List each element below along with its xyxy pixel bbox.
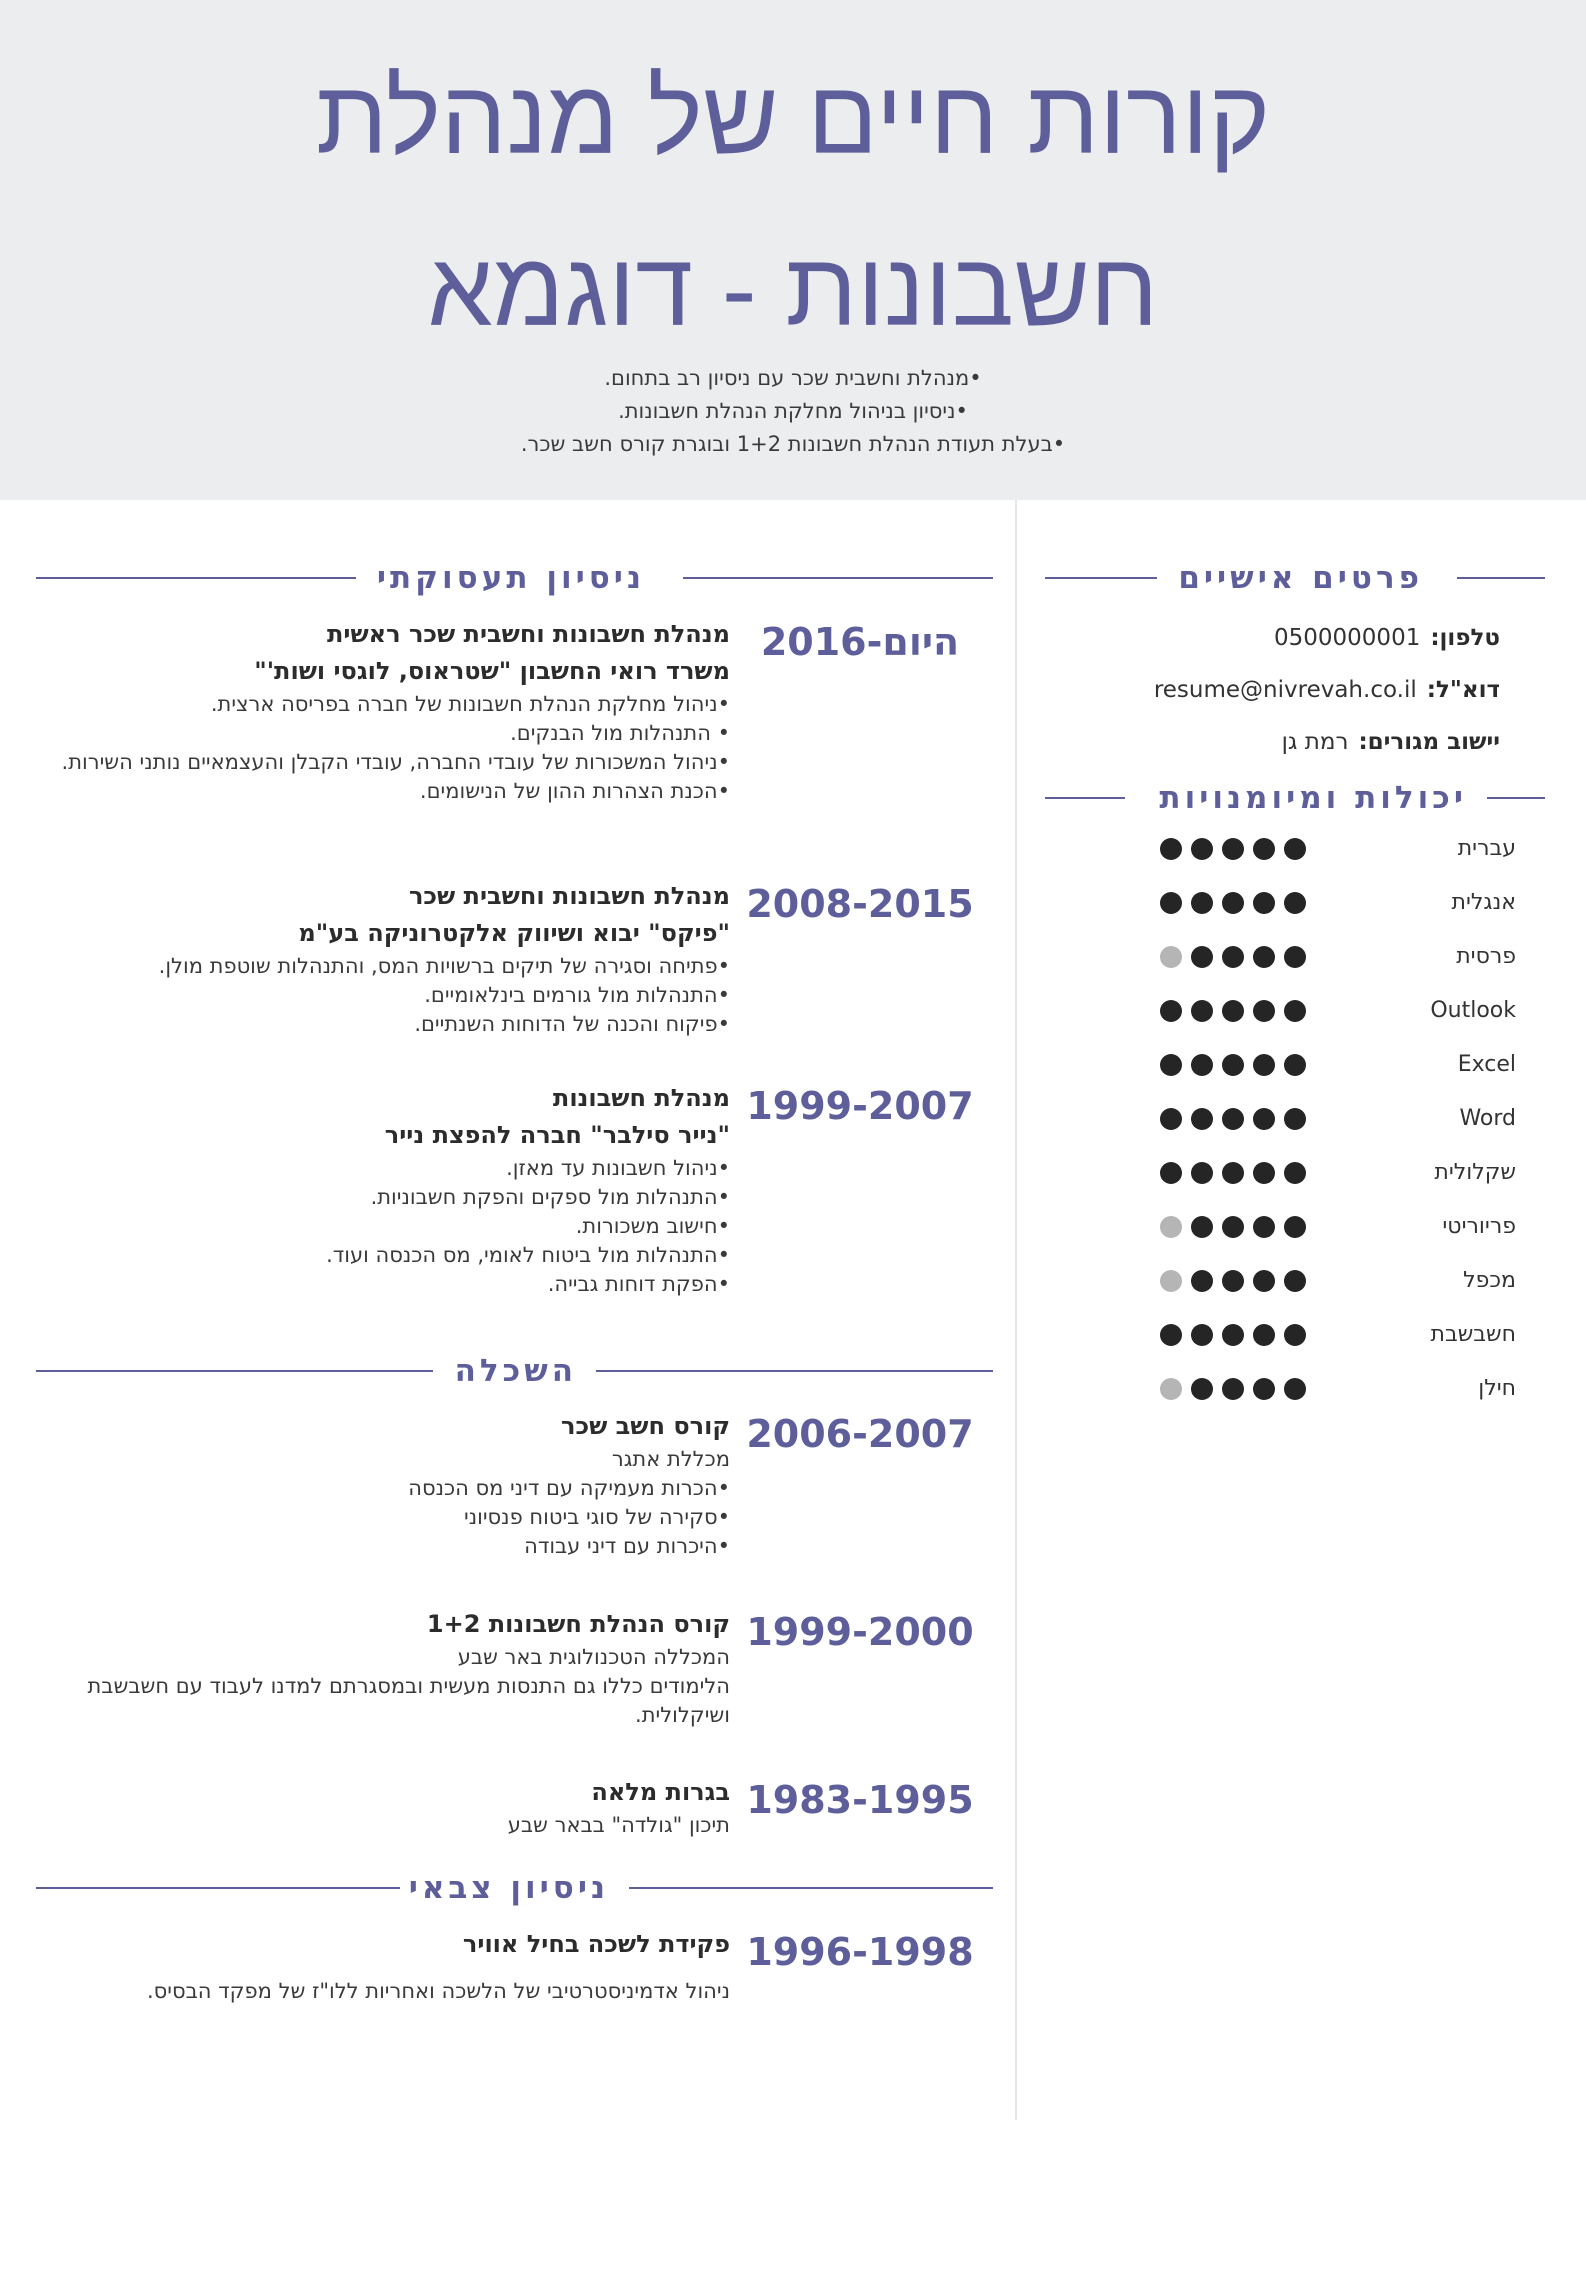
entry-years: 1996-1998	[746, 1930, 974, 1974]
rating-dot-filled	[1253, 1216, 1275, 1238]
skill-row	[1096, 1092, 1516, 1146]
entry-title: קורס הנהלת חשבונות 1+2	[426, 1610, 730, 1638]
section-rule	[1487, 797, 1545, 799]
section-rule	[36, 577, 356, 579]
summary-line: •בעלת תעודת הנהלת חשבונות 1+2 ובוגרת קורס חשב שכר.	[520, 432, 1066, 456]
skill-row	[1096, 822, 1516, 876]
rating-dot-empty	[1160, 1378, 1182, 1400]
rating-dot-filled	[1284, 1108, 1306, 1130]
entry-item: •ניהול המשכורות של עובדי החברה, עובדי הקבלן והעצמאיים נותני השירות.	[61, 750, 730, 774]
entry-item: המכללה הטכנולוגית באר שבע	[457, 1645, 730, 1669]
entry-body	[40, 616, 730, 806]
skill-row	[1096, 1362, 1516, 1416]
rating-dot-filled	[1284, 892, 1306, 914]
summary-line: •מנהלת וחשבית שכר עם ניסיון רב בתחום.	[604, 366, 982, 390]
rating-dot-filled	[1284, 838, 1306, 860]
section-rule	[1045, 577, 1157, 579]
section-header-experience	[36, 558, 993, 598]
page-title	[0, 32, 1586, 376]
skill-row	[1096, 1254, 1516, 1308]
entry-title: קורס חשב שכר	[561, 1412, 730, 1440]
section-rule	[1457, 577, 1545, 579]
section-title: ניסיון צבאי	[408, 1870, 609, 1906]
rating-dot-filled	[1191, 946, 1213, 968]
skill-name: חילן	[1478, 1376, 1516, 1401]
rating-dot-filled	[1191, 1270, 1213, 1292]
entry-item: •הכנת הצהרות ההון של הנישומים.	[419, 779, 730, 803]
skill-rating	[1160, 892, 1306, 914]
section-header-military	[36, 1868, 993, 1908]
skill-rating	[1160, 838, 1306, 860]
entry-years: 2006-2007	[746, 1412, 974, 1456]
rating-dot-filled	[1222, 946, 1244, 968]
rating-dot-filled	[1284, 1162, 1306, 1184]
rating-dot-filled	[1160, 1324, 1182, 1346]
entry-org: משרד רואי החשבון "שטראוס, לוגסי ושות'"	[254, 657, 730, 685]
entry-years: 1983-1995	[746, 1778, 974, 1822]
skill-row	[1096, 1200, 1516, 1254]
section-rule	[683, 577, 993, 579]
entry-item: •התנהלות מול ספקים והפקת חשבוניות.	[370, 1185, 730, 1209]
rating-dot-filled	[1222, 1054, 1244, 1076]
skills-list	[1096, 822, 1516, 1416]
phone-value: 0500000001	[1274, 625, 1421, 651]
skill-rating	[1160, 946, 1306, 968]
title-line-2: חשבונות - דוגמא	[427, 232, 1159, 348]
rating-dot-filled	[1284, 1324, 1306, 1346]
rating-dot-filled	[1284, 1216, 1306, 1238]
rating-dot-filled	[1253, 1108, 1275, 1130]
skill-name: חשבשבת	[1430, 1322, 1516, 1347]
rating-dot-filled	[1191, 1324, 1213, 1346]
rating-dot-filled	[1222, 1270, 1244, 1292]
rating-dot-filled	[1284, 1054, 1306, 1076]
section-rule	[629, 1887, 993, 1889]
entry-item: הלימודים כללו גם התנסות מעשית ובמסגרתם למדנו לעבוד עם חשבשבת ושיקלולית.	[87, 1674, 730, 1727]
email-value: resume@nivrevah.co.il	[1153, 677, 1417, 703]
skill-row	[1096, 876, 1516, 930]
header-banner	[0, 0, 1586, 500]
skill-rating	[1160, 1324, 1306, 1346]
rating-dot-filled	[1253, 1000, 1275, 1022]
section-rule	[1045, 797, 1125, 799]
entry-item: •היכרות עם דיני עבודה	[524, 1534, 730, 1558]
rating-dot-filled	[1191, 1162, 1213, 1184]
skill-rating	[1160, 1108, 1306, 1130]
email-label: דוא"ל:	[1426, 677, 1500, 703]
skill-row	[1096, 1146, 1516, 1200]
rating-dot-filled	[1253, 946, 1275, 968]
entry-body	[40, 1080, 730, 1299]
rating-dot-filled	[1253, 1324, 1275, 1346]
entry-years: 2016-היום	[760, 620, 960, 664]
skill-name: Word	[1459, 1106, 1516, 1131]
entry-title: פקידת לשכה בחיל אוויר	[462, 1930, 730, 1958]
entry-item: •סקירה של סוגי ביטוח פנסיוני	[464, 1505, 730, 1529]
summary	[0, 362, 1586, 461]
entry-item: •התנהלות מול ביטוח לאומי, מס הכנסה ועוד.	[326, 1243, 730, 1267]
personal-details	[1080, 612, 1500, 768]
entry-body	[40, 1774, 730, 1840]
entry-title: מנהלת חשבונות	[552, 1084, 730, 1112]
entry-years: 1999-2000	[746, 1610, 974, 1654]
skill-name: עברית	[1457, 836, 1516, 861]
section-header-skills	[1045, 778, 1545, 818]
entry-body	[40, 1408, 730, 1561]
entry-item: מכללת אתגר	[611, 1447, 730, 1471]
entry-item: •פיקוח והכנה של הדוחות השנתיים.	[414, 1012, 730, 1036]
rating-dot-filled	[1191, 838, 1213, 860]
rating-dot-filled	[1284, 1270, 1306, 1292]
section-rule	[596, 1370, 993, 1372]
summary-line: •ניסיון בניהול מחלקת הנהלת חשבונות.	[618, 399, 968, 423]
entry-org: "פיקס" יבוא ושיווק אלקטרוניקה בע"מ	[298, 919, 730, 947]
section-rule	[36, 1370, 433, 1372]
skill-rating	[1160, 1054, 1306, 1076]
rating-dot-filled	[1253, 1270, 1275, 1292]
city-row	[1080, 716, 1500, 768]
rating-dot-filled	[1160, 1108, 1182, 1130]
skill-row	[1096, 984, 1516, 1038]
entry-years: 2008-2015	[746, 882, 974, 926]
rating-dot-filled	[1222, 892, 1244, 914]
skill-name: מכפל	[1463, 1268, 1516, 1293]
skill-name: Excel	[1457, 1052, 1516, 1077]
rating-dot-filled	[1284, 1000, 1306, 1022]
section-rule	[36, 1887, 400, 1889]
skill-row	[1096, 930, 1516, 984]
entry-body	[40, 1926, 730, 2006]
entry-item: תיכון "גולדה" בבאר שבע	[507, 1813, 730, 1837]
rating-dot-empty	[1160, 946, 1182, 968]
skill-name: שקלולית	[1434, 1160, 1516, 1185]
skill-row	[1096, 1308, 1516, 1362]
entry-title: מנהלת חשבונות וחשבית שכר	[408, 882, 730, 910]
section-title: יכולות ומיומנויות	[1159, 780, 1467, 816]
rating-dot-filled	[1222, 1000, 1244, 1022]
skill-name: אנגלית	[1451, 890, 1516, 915]
rating-dot-filled	[1160, 1162, 1182, 1184]
rating-dot-filled	[1222, 838, 1244, 860]
rating-dot-filled	[1284, 946, 1306, 968]
skill-name: פריוריטי	[1442, 1214, 1516, 1239]
rating-dot-filled	[1160, 892, 1182, 914]
skill-rating	[1160, 1378, 1306, 1400]
rating-dot-filled	[1222, 1378, 1244, 1400]
entry-item: •פתיחה וסגירה של תיקים ברשויות המס, והתנהלות שוטפת מולן.	[158, 954, 730, 978]
entry-item: •הכרות מעמיקה עם דיני מס הכנסה	[408, 1476, 730, 1500]
rating-dot-filled	[1191, 892, 1213, 914]
entry-body	[40, 1606, 730, 1730]
section-title: פרטים אישיים	[1178, 560, 1423, 596]
skill-rating	[1160, 1216, 1306, 1238]
section-header-education	[36, 1351, 993, 1391]
column-divider	[1015, 500, 1017, 2120]
entry-title: מנהלת חשבונות וחשבית שכר ראשית	[327, 620, 730, 648]
section-title: ניסיון תעסוקתי	[376, 560, 645, 596]
rating-dot-filled	[1191, 1216, 1213, 1238]
skill-name: Outlook	[1430, 998, 1516, 1023]
skill-name: פרסית	[1456, 944, 1516, 969]
entry-item: •חישוב משכורות.	[575, 1214, 730, 1238]
rating-dot-filled	[1222, 1216, 1244, 1238]
skill-rating	[1160, 1270, 1306, 1292]
rating-dot-empty	[1160, 1216, 1182, 1238]
section-title: השכלה	[454, 1353, 577, 1389]
entry-body	[40, 878, 730, 1039]
skill-row	[1096, 1038, 1516, 1092]
rating-dot-filled	[1253, 892, 1275, 914]
entry-org: "נייר סילבר" חברה להפצת נייר	[384, 1121, 730, 1149]
city-label: יישוב מגורים:	[1358, 729, 1500, 755]
skill-rating	[1160, 1162, 1306, 1184]
email-row	[1080, 664, 1500, 716]
rating-dot-filled	[1222, 1162, 1244, 1184]
rating-dot-filled	[1253, 838, 1275, 860]
rating-dot-filled	[1160, 1054, 1182, 1076]
phone-label: טלפון:	[1430, 625, 1500, 651]
entry-years: 1999-2007	[746, 1084, 974, 1128]
section-header-personal	[1045, 558, 1545, 598]
rating-dot-filled	[1191, 1054, 1213, 1076]
entry-title: בגרות מלאה	[591, 1778, 730, 1806]
skill-rating	[1160, 1000, 1306, 1022]
title-line-1: קורות חיים של מנהלת	[315, 60, 1271, 176]
rating-dot-filled	[1222, 1108, 1244, 1130]
rating-dot-filled	[1284, 1378, 1306, 1400]
rating-dot-filled	[1160, 1000, 1182, 1022]
entry-item: ניהול אדמיניסטרטיבי של הלשכה ואחריות ללו"ז של מפקד הבסיס.	[147, 1979, 730, 2003]
rating-dot-filled	[1191, 1000, 1213, 1022]
entry-item: •ניהול חשבונות עד מאזן.	[506, 1156, 730, 1180]
rating-dot-empty	[1160, 1270, 1182, 1292]
phone-row	[1080, 612, 1500, 664]
entry-item: •הפקת דוחות גבייה.	[547, 1272, 730, 1296]
rating-dot-filled	[1191, 1108, 1213, 1130]
rating-dot-filled	[1253, 1162, 1275, 1184]
entry-item: • התנהלות מול הבנקים.	[510, 721, 730, 745]
rating-dot-filled	[1222, 1324, 1244, 1346]
entry-item: •התנהלות מול גורמים בינלאומיים.	[424, 983, 730, 1007]
rating-dot-filled	[1253, 1378, 1275, 1400]
city-value: רמת גן	[1281, 729, 1349, 755]
rating-dot-filled	[1191, 1378, 1213, 1400]
entry-item: •ניהול מחלקת הנהלת חשבונות של חברה בפריסה ארצית.	[210, 692, 730, 716]
rating-dot-filled	[1253, 1054, 1275, 1076]
rating-dot-filled	[1160, 838, 1182, 860]
